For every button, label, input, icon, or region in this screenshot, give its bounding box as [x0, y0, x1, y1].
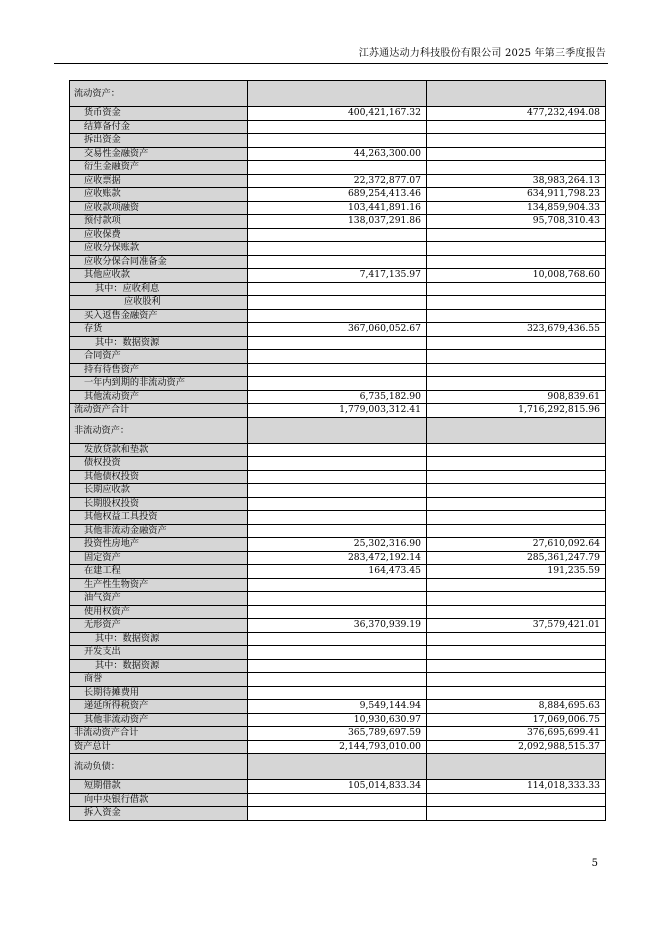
row-label: 应收分保合同准备金 — [70, 255, 248, 269]
current-period-value — [248, 242, 427, 256]
section-header-row — [70, 81, 606, 107]
prior-period-value — [427, 754, 606, 780]
prior-period-value — [427, 632, 606, 646]
prior-period-value — [427, 524, 606, 538]
current-period-value: 1,779,003,312.41 — [248, 404, 427, 418]
current-period-value — [248, 161, 427, 175]
section-header-row — [70, 417, 606, 443]
table-row — [70, 793, 606, 807]
report-title: 江苏通达动力科技股份有限公司 2025 年第三季度报告 — [358, 48, 606, 59]
row-label: 长期应收款 — [70, 484, 248, 498]
current-period-value — [248, 255, 427, 269]
table-row — [70, 511, 606, 525]
row-label: 其中：数据资源 — [70, 632, 248, 646]
balance-sheet-table — [69, 80, 606, 821]
prior-period-value: 10,008,768.60 — [427, 269, 606, 283]
current-period-value: 365,789,697.59 — [248, 727, 427, 741]
current-period-value — [248, 484, 427, 498]
table-row — [70, 296, 606, 310]
current-period-value: 22,372,877.07 — [248, 174, 427, 188]
table-row — [70, 807, 606, 821]
current-period-value: 283,472,192.14 — [248, 551, 427, 565]
table-row — [70, 457, 606, 471]
table-row — [70, 727, 606, 741]
table-row — [70, 201, 606, 215]
current-period-value — [248, 81, 427, 107]
current-period-value — [248, 511, 427, 525]
current-period-value — [248, 605, 427, 619]
prior-period-value — [427, 497, 606, 511]
row-label: 其他应收款 — [70, 269, 248, 283]
current-period-value: 2,144,793,010.00 — [248, 740, 427, 754]
current-period-value — [248, 377, 427, 391]
prior-period-value — [427, 120, 606, 134]
row-label: 存货 — [70, 323, 248, 337]
current-period-value: 44,263,300.00 — [248, 147, 427, 161]
row-label: 买入返售金融资产 — [70, 309, 248, 323]
table-row — [70, 282, 606, 296]
table-row — [70, 134, 606, 148]
current-period-value — [248, 524, 427, 538]
current-period-value: 103,441,891.16 — [248, 201, 427, 215]
row-label: 合同资产 — [70, 350, 248, 364]
table-row — [70, 350, 606, 364]
current-period-value: 689,254,413.46 — [248, 188, 427, 202]
table-row — [70, 107, 606, 121]
row-label: 开发支出 — [70, 646, 248, 660]
table-row — [70, 646, 606, 660]
table-row — [70, 188, 606, 202]
row-label: 结算备付金 — [70, 120, 248, 134]
table-row — [70, 470, 606, 484]
row-label: 其他债权投资 — [70, 470, 248, 484]
prior-period-value — [427, 443, 606, 457]
prior-period-value — [427, 686, 606, 700]
current-period-value — [248, 296, 427, 310]
current-period-value — [248, 578, 427, 592]
row-label: 一年内到期的非流动资产 — [70, 377, 248, 391]
table-row — [70, 120, 606, 134]
prior-period-value: 908,839.61 — [427, 390, 606, 404]
table-row — [70, 242, 606, 256]
table-row — [70, 565, 606, 579]
row-label: 衍生金融资产 — [70, 161, 248, 175]
prior-period-value — [427, 282, 606, 296]
table-row — [70, 484, 606, 498]
table-row — [70, 404, 606, 418]
current-period-value — [248, 659, 427, 673]
prior-period-value — [427, 578, 606, 592]
table-row — [70, 390, 606, 404]
row-label: 其中：数据资源 — [70, 659, 248, 673]
table-row — [70, 228, 606, 242]
prior-period-value — [427, 659, 606, 673]
prior-period-value: 634,911,798.23 — [427, 188, 606, 202]
prior-period-value: 37,579,421.01 — [427, 619, 606, 633]
row-label: 使用权资产 — [70, 605, 248, 619]
current-period-value — [248, 470, 427, 484]
row-label: 拆出资金 — [70, 134, 248, 148]
row-label: 应收票据 — [70, 174, 248, 188]
table-row — [70, 215, 606, 229]
table-row — [70, 619, 606, 633]
row-label: 应收分保账款 — [70, 242, 248, 256]
current-period-value: 6,735,182.90 — [248, 390, 427, 404]
prior-period-value — [427, 147, 606, 161]
prior-period-value: 191,235.59 — [427, 565, 606, 579]
page-number: 5 — [591, 858, 598, 869]
current-period-value — [248, 646, 427, 660]
prior-period-value — [427, 457, 606, 471]
table-row — [70, 524, 606, 538]
table-row — [70, 605, 606, 619]
prior-period-value: 376,695,699.41 — [427, 727, 606, 741]
table-row — [70, 323, 606, 337]
table-row — [70, 377, 606, 391]
row-label: 预付款项 — [70, 215, 248, 229]
prior-period-value — [427, 336, 606, 350]
prior-period-value: 17,069,006.75 — [427, 713, 606, 727]
prior-period-value — [427, 807, 606, 821]
section-header-row — [70, 754, 606, 780]
current-period-value: 400,421,167.32 — [248, 107, 427, 121]
prior-period-value — [427, 134, 606, 148]
current-period-value — [248, 686, 427, 700]
row-label: 商誉 — [70, 673, 248, 687]
table-row — [70, 161, 606, 175]
table-row — [70, 780, 606, 794]
current-period-value — [248, 228, 427, 242]
table-row — [70, 659, 606, 673]
prior-period-value: 134,859,904.33 — [427, 201, 606, 215]
prior-period-value — [427, 793, 606, 807]
prior-period-value — [427, 377, 606, 391]
row-label: 无形资产 — [70, 619, 248, 633]
row-label: 短期借款 — [70, 780, 248, 794]
prior-period-value: 477,232,494.08 — [427, 107, 606, 121]
table-row — [70, 578, 606, 592]
prior-period-value: 2,092,988,515.37 — [427, 740, 606, 754]
table-row — [70, 269, 606, 283]
current-period-value — [248, 282, 427, 296]
prior-period-value — [427, 242, 606, 256]
current-period-value: 164,473.45 — [248, 565, 427, 579]
prior-period-value — [427, 417, 606, 443]
current-period-value: 10,930,630.97 — [248, 713, 427, 727]
row-label: 发放贷款和垫款 — [70, 443, 248, 457]
prior-period-value — [427, 511, 606, 525]
prior-period-value — [427, 309, 606, 323]
table-row — [70, 497, 606, 511]
prior-period-value: 38,983,264.13 — [427, 174, 606, 188]
current-period-value — [248, 350, 427, 364]
row-label: 其中：应收利息 — [70, 282, 248, 296]
current-period-value — [248, 793, 427, 807]
row-label: 应收账款 — [70, 188, 248, 202]
table-row — [70, 443, 606, 457]
current-period-value — [248, 120, 427, 134]
current-period-value: 25,302,316.90 — [248, 538, 427, 552]
row-label: 应收款项融资 — [70, 201, 248, 215]
current-period-value — [248, 336, 427, 350]
table-row — [70, 632, 606, 646]
current-period-value: 138,037,291.86 — [248, 215, 427, 229]
prior-period-value — [427, 484, 606, 498]
current-period-value: 36,370,939.19 — [248, 619, 427, 633]
row-label: 固定资产 — [70, 551, 248, 565]
table-row — [70, 740, 606, 754]
row-label: 其他非流动金融资产 — [70, 524, 248, 538]
table-row — [70, 336, 606, 350]
current-period-value — [248, 807, 427, 821]
table-row — [70, 147, 606, 161]
row-label: 其他非流动资产 — [70, 713, 248, 727]
row-label: 流动资产： — [70, 81, 248, 107]
row-label: 在建工程 — [70, 565, 248, 579]
row-label: 持有待售资产 — [70, 363, 248, 377]
row-label: 货币资金 — [70, 107, 248, 121]
current-period-value — [248, 134, 427, 148]
row-label: 其他流动资产 — [70, 390, 248, 404]
table-row — [70, 700, 606, 714]
prior-period-value — [427, 363, 606, 377]
table-row — [70, 592, 606, 606]
prior-period-value — [427, 255, 606, 269]
prior-period-value: 8,884,695.63 — [427, 700, 606, 714]
current-period-value — [248, 309, 427, 323]
header-divider — [54, 63, 608, 64]
prior-period-value: 323,679,436.55 — [427, 323, 606, 337]
current-period-value — [248, 673, 427, 687]
table-row — [70, 686, 606, 700]
row-label: 非流动资产： — [70, 417, 248, 443]
current-period-value: 105,014,833.34 — [248, 780, 427, 794]
prior-period-value — [427, 161, 606, 175]
prior-period-value — [427, 605, 606, 619]
row-label: 递延所得税资产 — [70, 700, 248, 714]
current-period-value: 9,549,144.94 — [248, 700, 427, 714]
current-period-value — [248, 443, 427, 457]
row-label: 拆入资金 — [70, 807, 248, 821]
table-row — [70, 713, 606, 727]
table-row — [70, 673, 606, 687]
current-period-value — [248, 592, 427, 606]
row-label: 流动负债： — [70, 754, 248, 780]
current-period-value — [248, 417, 427, 443]
row-label: 长期股权投资 — [70, 497, 248, 511]
table-row — [70, 255, 606, 269]
prior-period-value: 1,716,292,815.96 — [427, 404, 606, 418]
row-label: 其中：数据资源 — [70, 336, 248, 350]
prior-period-value — [427, 296, 606, 310]
table-row — [70, 309, 606, 323]
prior-period-value: 114,018,333.33 — [427, 780, 606, 794]
row-label: 流动资产合计 — [70, 404, 248, 418]
table-row — [70, 551, 606, 565]
row-label: 资产总计 — [70, 740, 248, 754]
row-label: 投资性房地产 — [70, 538, 248, 552]
row-label: 其他权益工具投资 — [70, 511, 248, 525]
table-row — [70, 363, 606, 377]
prior-period-value — [427, 673, 606, 687]
prior-period-value: 27,610,092.64 — [427, 538, 606, 552]
current-period-value — [248, 497, 427, 511]
prior-period-value — [427, 228, 606, 242]
table-row — [70, 538, 606, 552]
prior-period-value — [427, 350, 606, 364]
current-period-value — [248, 754, 427, 780]
current-period-value — [248, 363, 427, 377]
balance-sheet-body — [70, 81, 606, 821]
current-period-value: 7,417,135.97 — [248, 269, 427, 283]
row-label: 应收保费 — [70, 228, 248, 242]
prior-period-value — [427, 646, 606, 660]
prior-period-value: 285,361,247.79 — [427, 551, 606, 565]
row-label: 向中央银行借款 — [70, 793, 248, 807]
prior-period-value — [427, 81, 606, 107]
row-label: 应收股利 — [70, 296, 248, 310]
prior-period-value: 95,708,310.43 — [427, 215, 606, 229]
current-period-value — [248, 457, 427, 471]
row-label: 非流动资产合计 — [70, 727, 248, 741]
prior-period-value — [427, 470, 606, 484]
row-label: 生产性生物资产 — [70, 578, 248, 592]
table-row — [70, 174, 606, 188]
row-label: 油气资产 — [70, 592, 248, 606]
current-period-value: 367,060,052.67 — [248, 323, 427, 337]
row-label: 交易性金融资产 — [70, 147, 248, 161]
row-label: 债权投资 — [70, 457, 248, 471]
row-label: 长期待摊费用 — [70, 686, 248, 700]
current-period-value — [248, 632, 427, 646]
prior-period-value — [427, 592, 606, 606]
